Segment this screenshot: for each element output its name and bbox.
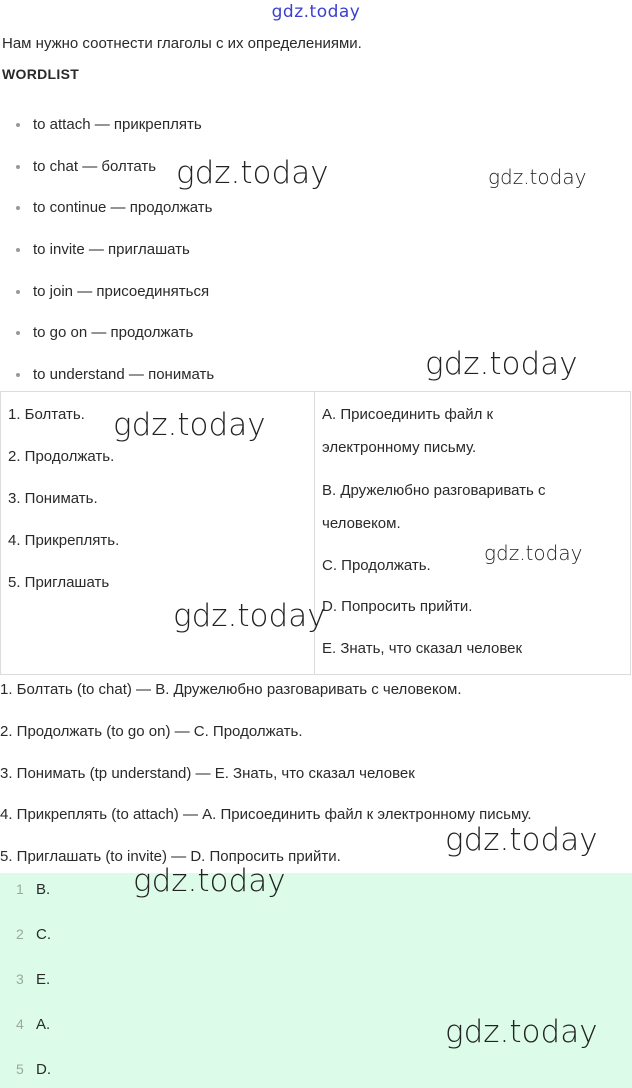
final-answer-box xyxy=(0,873,632,1088)
table-cell: B. Дружелюбно разговаривать с xyxy=(322,482,546,499)
bullet-icon xyxy=(16,165,20,169)
watermark: gdz.today xyxy=(488,165,587,189)
table-cell: A. Присоединить файл к xyxy=(322,406,494,423)
table-cell: человеком. xyxy=(322,515,401,532)
final-answer-row xyxy=(16,971,50,988)
bullet-icon xyxy=(16,123,20,127)
bullet-icon xyxy=(16,331,20,335)
watermark: gdz.today xyxy=(425,346,578,382)
row-number: 2 xyxy=(16,926,24,942)
list-item xyxy=(0,104,214,146)
table-cell: D. Попросить прийти. xyxy=(322,598,473,615)
final-answer-row xyxy=(16,1016,50,1033)
table-column-definitions xyxy=(315,392,631,674)
final-answer-row xyxy=(16,1061,51,1078)
answer-line: 2. Продолжать (to go on) — C. Продолжать. xyxy=(0,723,303,740)
list-item xyxy=(0,354,214,396)
list-item-text: to invite — приглашать xyxy=(33,241,190,259)
watermark: gdz.today xyxy=(173,598,326,634)
header-watermark: gdz.today xyxy=(271,2,361,22)
row-value: A. xyxy=(36,1016,51,1033)
table-cell: 2. Продолжать. xyxy=(8,448,115,465)
list-item-text: to chat — болтать xyxy=(33,157,157,175)
table-cell: электронному письму. xyxy=(322,439,477,456)
bullet-icon xyxy=(16,248,20,252)
list-item-text: to understand — понимать xyxy=(33,366,215,384)
table-cell: C. Продолжать. xyxy=(322,557,431,574)
table-cell: 3. Понимать. xyxy=(8,490,98,507)
table-cell: 5. Приглашать xyxy=(8,574,110,591)
list-item-text: to join — присоединяться xyxy=(33,282,210,300)
answer-line: 5. Приглашать (to invite) — D. Попросить прийти. xyxy=(0,848,341,865)
watermark: gdz.today xyxy=(445,822,598,858)
list-item-text: to continue — продолжать xyxy=(33,199,213,217)
final-answer-row xyxy=(16,926,51,943)
watermark: gdz.today xyxy=(176,155,329,191)
table-cell: E. Знать, что сказал человек xyxy=(322,640,523,657)
answer-line: 1. Болтать (to chat) — B. Дружелюбно разговаривать с человеком. xyxy=(0,681,462,698)
bullet-icon xyxy=(16,290,20,294)
row-value: D. xyxy=(36,1061,51,1078)
list-item xyxy=(0,312,214,354)
list-item-text: to go on — продолжать xyxy=(33,324,194,342)
intro-text: Нам нужно соотнести глаголы с их определениями. xyxy=(2,35,362,52)
final-answer-row xyxy=(16,881,50,898)
wordlist xyxy=(0,104,214,396)
row-value: C. xyxy=(36,926,51,943)
bullet-icon xyxy=(16,206,20,210)
list-item xyxy=(0,271,214,313)
watermark: gdz.today xyxy=(445,1014,598,1050)
bullet-icon xyxy=(16,373,20,377)
list-item xyxy=(0,229,214,271)
table-cell: 1. Болтать. xyxy=(8,406,85,423)
watermark: gdz.today xyxy=(133,863,286,899)
table-cell: 4. Прикреплять. xyxy=(8,532,120,549)
list-item xyxy=(0,187,214,229)
watermark: gdz.today xyxy=(113,407,266,443)
row-number: 1 xyxy=(16,881,24,897)
watermark: gdz.today xyxy=(484,541,583,565)
row-value: E. xyxy=(36,971,51,988)
list-item-text: to attach — прикреплять xyxy=(33,116,202,133)
answer-line: 3. Понимать (tp understand) — E. Знать, что сказал человек xyxy=(0,765,415,782)
answer-line: 4. Прикреплять (to attach) — A. Присоединить файл к электронному письму. xyxy=(0,806,532,823)
row-number: 3 xyxy=(16,971,24,987)
row-number: 4 xyxy=(16,1016,24,1032)
row-number: 5 xyxy=(16,1061,24,1077)
row-value: B. xyxy=(36,881,51,898)
wordlist-title: WORDLIST xyxy=(2,66,80,82)
